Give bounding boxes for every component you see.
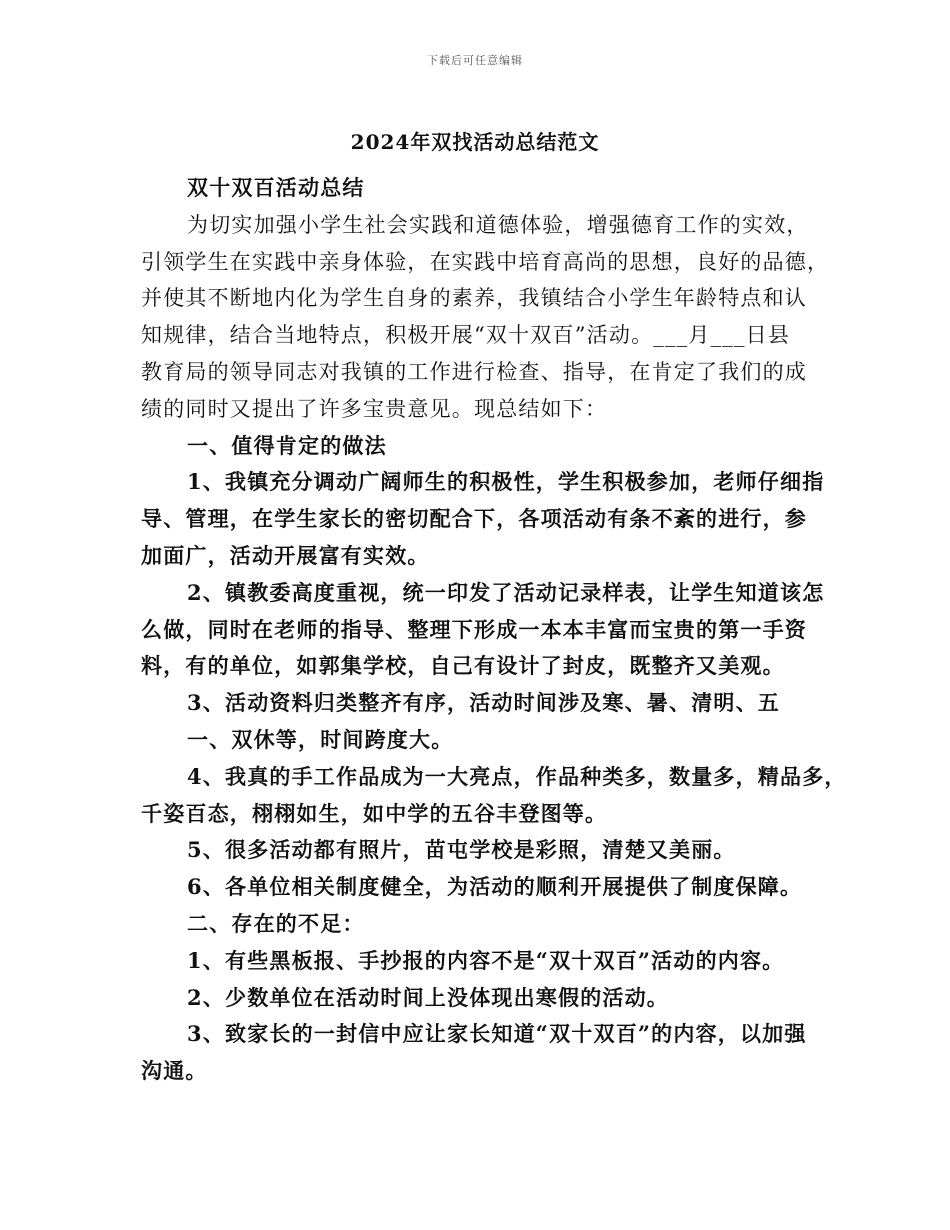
document-body (141, 170, 847, 1090)
text-line: 5、很多活动都有照片，苗屯学校是彩照，清楚又美丽。 (187, 837, 736, 863)
text-line: 6、各单位相关制度健全，为活动的顺利开展提供了制度保障。 (187, 874, 803, 900)
text-line: 知规律，结合当地特点，积极开展“双十双百”活动。___月___日县 (141, 323, 791, 348)
text-line: 一、双休等，时间跨度大。 (187, 726, 454, 752)
text-line: 料，有的单位，如郭集学校，自己有设计了封皮，既整齐又美观。 (141, 653, 785, 679)
text-line: 么做，同时在老师的指导、整理下形成一本本丰富而宝贵的第一手资 (141, 616, 807, 642)
text-line: 2、镇教委高度重视，统一印发了活动记录样表，让学生知道该怎 (187, 579, 825, 605)
text-line: 二、存在的不足： (187, 910, 365, 936)
text-line: 2、少数单位在活动时间上没体现出寒假的活动。 (187, 984, 670, 1010)
text-line: 加面广，活动开展富有实效。 (141, 542, 430, 568)
text-line: 千姿百态，栩栩如生，如中学的五谷丰登图等。 (141, 800, 608, 826)
text-line: 双十双百活动总结 (187, 175, 365, 200)
text-line: 4、我真的手工作品成为一大亮点，作品种类多，数量多，精品多， (187, 763, 847, 789)
text-line: 并使其不断地内化为学生自身的素养，我镇结合小学生年龄特点和认 (141, 286, 807, 311)
text-line: 绩的同时又提出了许多宝贵意见。现总结如下： (141, 396, 608, 421)
text-line: 1、有些黑板报、手抄报的内容不是“双十双百”活动的内容。 (187, 947, 785, 973)
text-line: 3、活动资料归类整齐有序，活动时间涉及寒、暑、清明、五 (187, 690, 781, 716)
text-line: 教育局的领导同志对我镇的工作进行检查、指导，在肯定了我们的成 (141, 359, 807, 384)
text-line: 为切实加强小学生社会实践和道德体验，增强德育工作的实效， (187, 212, 809, 237)
text-line: 引领学生在实践中亲身体验，在实践中培育高尚的思想，良好的品德， (141, 249, 830, 274)
header-note: 下载后可任意编辑 (427, 54, 523, 67)
text-line: 一、值得肯定的做法 (187, 432, 387, 458)
document-title: 2024年双找活动总结范文 (350, 130, 600, 154)
text-line: 沟通。 (141, 1058, 208, 1084)
text-line: 3、致家长的一封信中应让家长知道“双十双百”的内容，以加强 (187, 1021, 807, 1047)
text-line: 导、管理，在学生家长的密切配合下，各项活动有条不紊的进行，参 (141, 506, 807, 532)
text-line: 1、我镇充分调动广阔师生的积极性，学生积极参加，老师仔细指 (187, 469, 825, 495)
